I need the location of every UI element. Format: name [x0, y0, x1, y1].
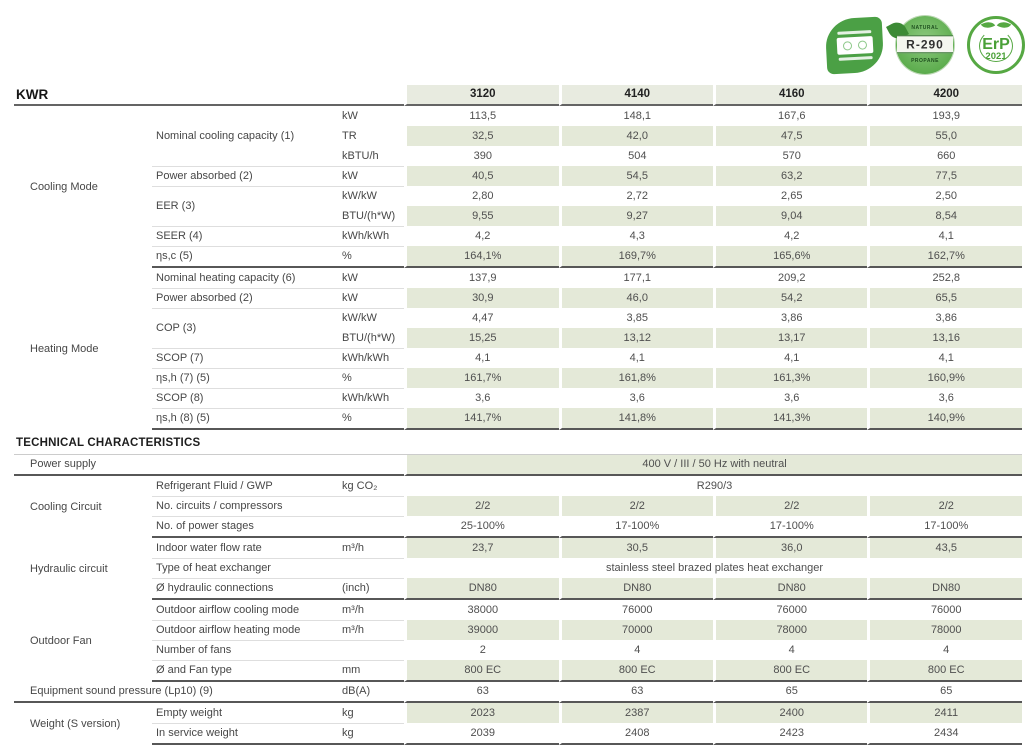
group-label: Cooling Mode	[30, 180, 98, 193]
value-cell: 3,6	[404, 388, 558, 408]
table-row	[14, 578, 1022, 600]
value-cell: 193,9	[867, 106, 1022, 126]
value-cell: 70000	[559, 620, 713, 640]
parameter-label: Power absorbed (2)	[152, 288, 340, 308]
inner-ring	[979, 30, 1013, 62]
value-cell: 3,86	[713, 308, 867, 328]
parameter-label: COP (3)	[152, 308, 340, 348]
table-row	[14, 226, 1022, 246]
table-row	[14, 308, 1022, 328]
value-cell: 55,0	[867, 126, 1022, 146]
value-cell: 42,0	[559, 126, 713, 146]
table-row	[14, 408, 1022, 430]
unit-label: %	[340, 246, 404, 268]
value-cell: 76000	[867, 600, 1022, 620]
group-label: Weight (S version)	[30, 717, 121, 730]
badge-top-text: NATURAL	[911, 25, 939, 31]
value-cell: 25-100%	[404, 516, 558, 538]
table-row	[14, 620, 1022, 640]
value-cell: 2	[404, 640, 558, 660]
table-row	[14, 723, 1022, 745]
parameter-label: ηs,h (7) (5)	[152, 368, 340, 388]
value-cell: 13,12	[559, 328, 713, 348]
value-cell: 504	[559, 146, 713, 166]
model-header: 4140	[559, 85, 713, 106]
value-cell: 4,1	[559, 348, 713, 368]
value-cell: 3,86	[867, 308, 1022, 328]
group-label: Hydraulic circuit	[30, 562, 108, 575]
outdoor-unit-icon	[836, 36, 873, 55]
value-cell: 63	[559, 682, 713, 703]
value-cell: 40,5	[404, 166, 558, 186]
parameter-label: SCOP (7)	[152, 348, 340, 368]
table-row	[14, 703, 1022, 723]
parameter-label: SEER (4)	[152, 226, 340, 246]
value-cell: 161,3%	[713, 368, 867, 388]
unit-label: BTU/(h*W)	[342, 209, 396, 222]
badge-bottom-text: PROPANE	[911, 58, 939, 64]
table-row	[14, 166, 1022, 186]
table-row	[14, 455, 1022, 476]
value-cell: 2,80	[404, 186, 558, 206]
value-cell: 38000	[404, 600, 558, 620]
value-cell: 30,5	[559, 538, 713, 558]
value-cell: 2408	[559, 723, 713, 745]
unit-label: kW	[340, 288, 404, 308]
unit-label: mm	[340, 660, 404, 682]
model-header: 3120	[404, 85, 558, 106]
unit-label: kW	[342, 271, 358, 284]
erp-label: ErP	[982, 35, 1010, 53]
fan-icon	[842, 41, 851, 50]
group-label: Heating Mode	[30, 342, 99, 355]
parameter-label: No. circuits / compressors	[152, 496, 340, 516]
value-cell: 9,04	[713, 206, 867, 226]
parameter-label: Nominal heating capacity (6)	[156, 271, 296, 284]
unit-label	[340, 558, 404, 578]
value-cell: 77,5	[867, 166, 1022, 186]
value-cell: 4	[713, 640, 867, 660]
table-row	[14, 496, 1022, 516]
row-label: Equipment sound pressure (Lp10) (9)	[14, 682, 340, 703]
value-cell: 162,7%	[867, 246, 1022, 268]
spec-table-body	[14, 85, 1022, 745]
value-cell: 4,1	[867, 348, 1022, 368]
value-cell: 169,7%	[559, 246, 713, 268]
group-label: Outdoor Fan	[30, 634, 92, 647]
value-cell: DN80	[404, 578, 558, 600]
value-cell: 2,72	[559, 186, 713, 206]
value-cell: 9,27	[559, 206, 713, 226]
unit-label: kWh/kWh	[340, 226, 404, 246]
group-label: Cooling Circuit	[30, 500, 102, 513]
value-cell: 32,5	[404, 126, 558, 146]
unit-label: (inch)	[340, 578, 404, 600]
value-cell: DN80	[867, 578, 1022, 600]
value-cell: 252,8	[867, 268, 1022, 288]
value-cell: 167,6	[713, 106, 867, 126]
value-cell: 65	[713, 682, 867, 703]
table-row	[14, 186, 1022, 206]
unit-label: kg CO₂	[342, 479, 378, 492]
value-cell-span: stainless steel brazed plates heat exchanger	[404, 558, 1022, 578]
value-cell: 36,0	[713, 538, 867, 558]
unit-label: kW	[340, 166, 404, 186]
model-header: 4160	[713, 85, 867, 106]
value-cell: 113,5	[404, 106, 558, 126]
value-cell: 4,47	[404, 308, 558, 328]
table-row	[14, 538, 1022, 558]
value-cell: 3,6	[559, 388, 713, 408]
value-cell: 160,9%	[867, 368, 1022, 388]
value-cell: 76000	[713, 600, 867, 620]
table-row	[14, 640, 1022, 660]
parameter-label: Type of heat exchanger	[152, 558, 340, 578]
value-cell: DN80	[559, 578, 713, 600]
value-cell: 141,8%	[559, 408, 713, 430]
section-heading: TECHNICAL CHARACTERISTICS	[14, 430, 1022, 455]
spec-table	[14, 85, 1022, 745]
value-cell: 2,65	[713, 186, 867, 206]
parameter-label: Ø and Fan type	[152, 660, 340, 682]
parameter-label: Indoor water flow rate	[156, 541, 262, 554]
table-row	[14, 660, 1022, 682]
value-cell: 148,1	[559, 106, 713, 126]
parameter-label: No. of power stages	[152, 516, 340, 538]
erp-2021-badge	[967, 16, 1025, 74]
table-row	[14, 476, 1022, 496]
unit-label: kBTU/h	[342, 149, 379, 162]
value-cell: 63,2	[713, 166, 867, 186]
value-cell: 4,2	[713, 226, 867, 246]
model-header: 4200	[867, 85, 1022, 106]
value-cell: 165,6%	[713, 246, 867, 268]
parameter-label: Outdoor airflow heating mode	[152, 620, 340, 640]
unit-label: %	[340, 408, 404, 430]
value-cell: 15,25	[404, 328, 558, 348]
parameter-label: Empty weight	[156, 706, 223, 719]
unit-label	[340, 516, 404, 538]
value-cell: 13,17	[713, 328, 867, 348]
value-cell: DN80	[713, 578, 867, 600]
badge-text-bar	[837, 30, 871, 35]
value-cell: 800 EC	[867, 660, 1022, 682]
value-cell: 43,5	[867, 538, 1022, 558]
value-cell: 2/2	[713, 496, 867, 516]
value-cell: 4	[559, 640, 713, 660]
eco-leaf-unit-badge	[825, 16, 885, 74]
unit-label: kWh/kWh	[340, 388, 404, 408]
value-cell: 209,2	[713, 268, 867, 288]
value-cell: 141,3%	[713, 408, 867, 430]
value-cell: 2423	[713, 723, 867, 745]
badge-text-bar	[838, 56, 872, 61]
table-row	[14, 288, 1022, 308]
unit-label: kW/kW	[340, 186, 404, 206]
value-cell: 2434	[867, 723, 1022, 745]
row-label: Power supply	[14, 455, 404, 476]
value-cell: 140,9%	[867, 408, 1022, 430]
table-row	[14, 368, 1022, 388]
parameter-label: SCOP (8)	[152, 388, 340, 408]
fan-icon	[857, 40, 866, 49]
value-cell: 46,0	[559, 288, 713, 308]
value-cell: 660	[867, 146, 1022, 166]
value-cell: 161,7%	[404, 368, 558, 388]
value-cell: 3,6	[713, 388, 867, 408]
value-cell: 2/2	[559, 496, 713, 516]
value-cell: 47,5	[713, 126, 867, 146]
value-cell: 54,5	[559, 166, 713, 186]
value-cell: 2400	[713, 703, 867, 723]
unit-label: kWh/kWh	[340, 348, 404, 368]
value-cell: 390	[404, 146, 558, 166]
spec-table-container	[14, 85, 1022, 745]
value-cell: 3,6	[867, 388, 1022, 408]
unit-label: %	[340, 368, 404, 388]
table-row	[14, 106, 1022, 126]
value-cell: 39000	[404, 620, 558, 640]
parameter-label: EER (3)	[152, 186, 340, 226]
value-cell: 2387	[559, 703, 713, 723]
value-cell: 570	[713, 146, 867, 166]
unit-label: kW	[342, 109, 358, 122]
value-cell: 161,8%	[559, 368, 713, 388]
refrigerant-label: R-290	[897, 35, 953, 53]
table-row	[14, 682, 1022, 703]
value-cell: 13,16	[867, 328, 1022, 348]
value-cell: 2/2	[404, 496, 558, 516]
table-row	[14, 600, 1022, 620]
value-cell: 2/2	[867, 496, 1022, 516]
unit-label: m³/h	[340, 620, 404, 640]
value-cell: 3,85	[559, 308, 713, 328]
value-cell: 9,55	[404, 206, 558, 226]
value-cell: 23,7	[404, 538, 558, 558]
value-cell-span: R290/3	[404, 476, 1022, 496]
value-cell: 78000	[867, 620, 1022, 640]
value-cell-span: 400 V / III / 50 Hz with neutral	[404, 455, 1022, 476]
value-cell: 63	[404, 682, 558, 703]
parameter-label: ηs,h (8) (5)	[152, 408, 340, 430]
table-row	[14, 348, 1022, 368]
value-cell: 17-100%	[559, 516, 713, 538]
unit-label: m³/h	[342, 603, 364, 616]
unit-label: dB(A)	[340, 682, 404, 703]
table-row	[14, 268, 1022, 288]
value-cell: 164,1%	[404, 246, 558, 268]
table-row	[14, 430, 1022, 455]
value-cell: 4,3	[559, 226, 713, 246]
value-cell: 141,7%	[404, 408, 558, 430]
value-cell: 78000	[713, 620, 867, 640]
value-cell: 17-100%	[867, 516, 1022, 538]
value-cell: 8,54	[867, 206, 1022, 226]
parameter-label: In service weight	[152, 723, 340, 745]
parameter-label: ηs,c (5)	[152, 246, 340, 268]
unit-label: kW/kW	[340, 308, 404, 328]
parameter-label: Ø hydraulic connections	[152, 578, 340, 600]
value-cell: 4	[867, 640, 1022, 660]
table-row	[14, 246, 1022, 268]
value-cell: 65	[867, 682, 1022, 703]
table-title: KWR	[14, 85, 404, 106]
parameter-label: Nominal cooling capacity (1)	[156, 129, 295, 142]
table-row	[14, 558, 1022, 578]
table-row	[14, 516, 1022, 538]
value-cell: 65,5	[867, 288, 1022, 308]
r290-propane-badge	[896, 16, 954, 74]
value-cell: 4,1	[713, 348, 867, 368]
erp-year: 2021	[985, 50, 1007, 62]
value-cell: 4,1	[867, 226, 1022, 246]
unit-label: kg	[342, 706, 354, 719]
parameter-label: Refrigerant Fluid / GWP	[156, 479, 273, 492]
value-cell: 54,2	[713, 288, 867, 308]
value-cell: 800 EC	[404, 660, 558, 682]
value-cell: 2411	[867, 703, 1022, 723]
unit-label: kg	[340, 723, 404, 745]
value-cell: 17-100%	[713, 516, 867, 538]
value-cell: 2,50	[867, 186, 1022, 206]
unit-label	[340, 496, 404, 516]
value-cell: 76000	[559, 600, 713, 620]
parameter-label: Outdoor airflow cooling mode	[156, 603, 300, 616]
value-cell: 4,1	[404, 348, 558, 368]
value-cell: 4,2	[404, 226, 558, 246]
certification-badges	[826, 16, 1025, 74]
table-row	[14, 388, 1022, 408]
unit-label: m³/h	[342, 541, 364, 554]
unit-label: TR	[342, 129, 357, 142]
parameter-label: Number of fans	[152, 640, 340, 660]
unit-label	[340, 640, 404, 660]
table-header-row	[14, 85, 1022, 106]
value-cell: 137,9	[404, 268, 558, 288]
value-cell: 2023	[404, 703, 558, 723]
value-cell: 2039	[404, 723, 558, 745]
unit-label: BTU/(h*W)	[342, 331, 396, 344]
value-cell: 30,9	[404, 288, 558, 308]
value-cell: 800 EC	[559, 660, 713, 682]
value-cell: 800 EC	[713, 660, 867, 682]
value-cell: 177,1	[559, 268, 713, 288]
parameter-label: Power absorbed (2)	[152, 166, 340, 186]
